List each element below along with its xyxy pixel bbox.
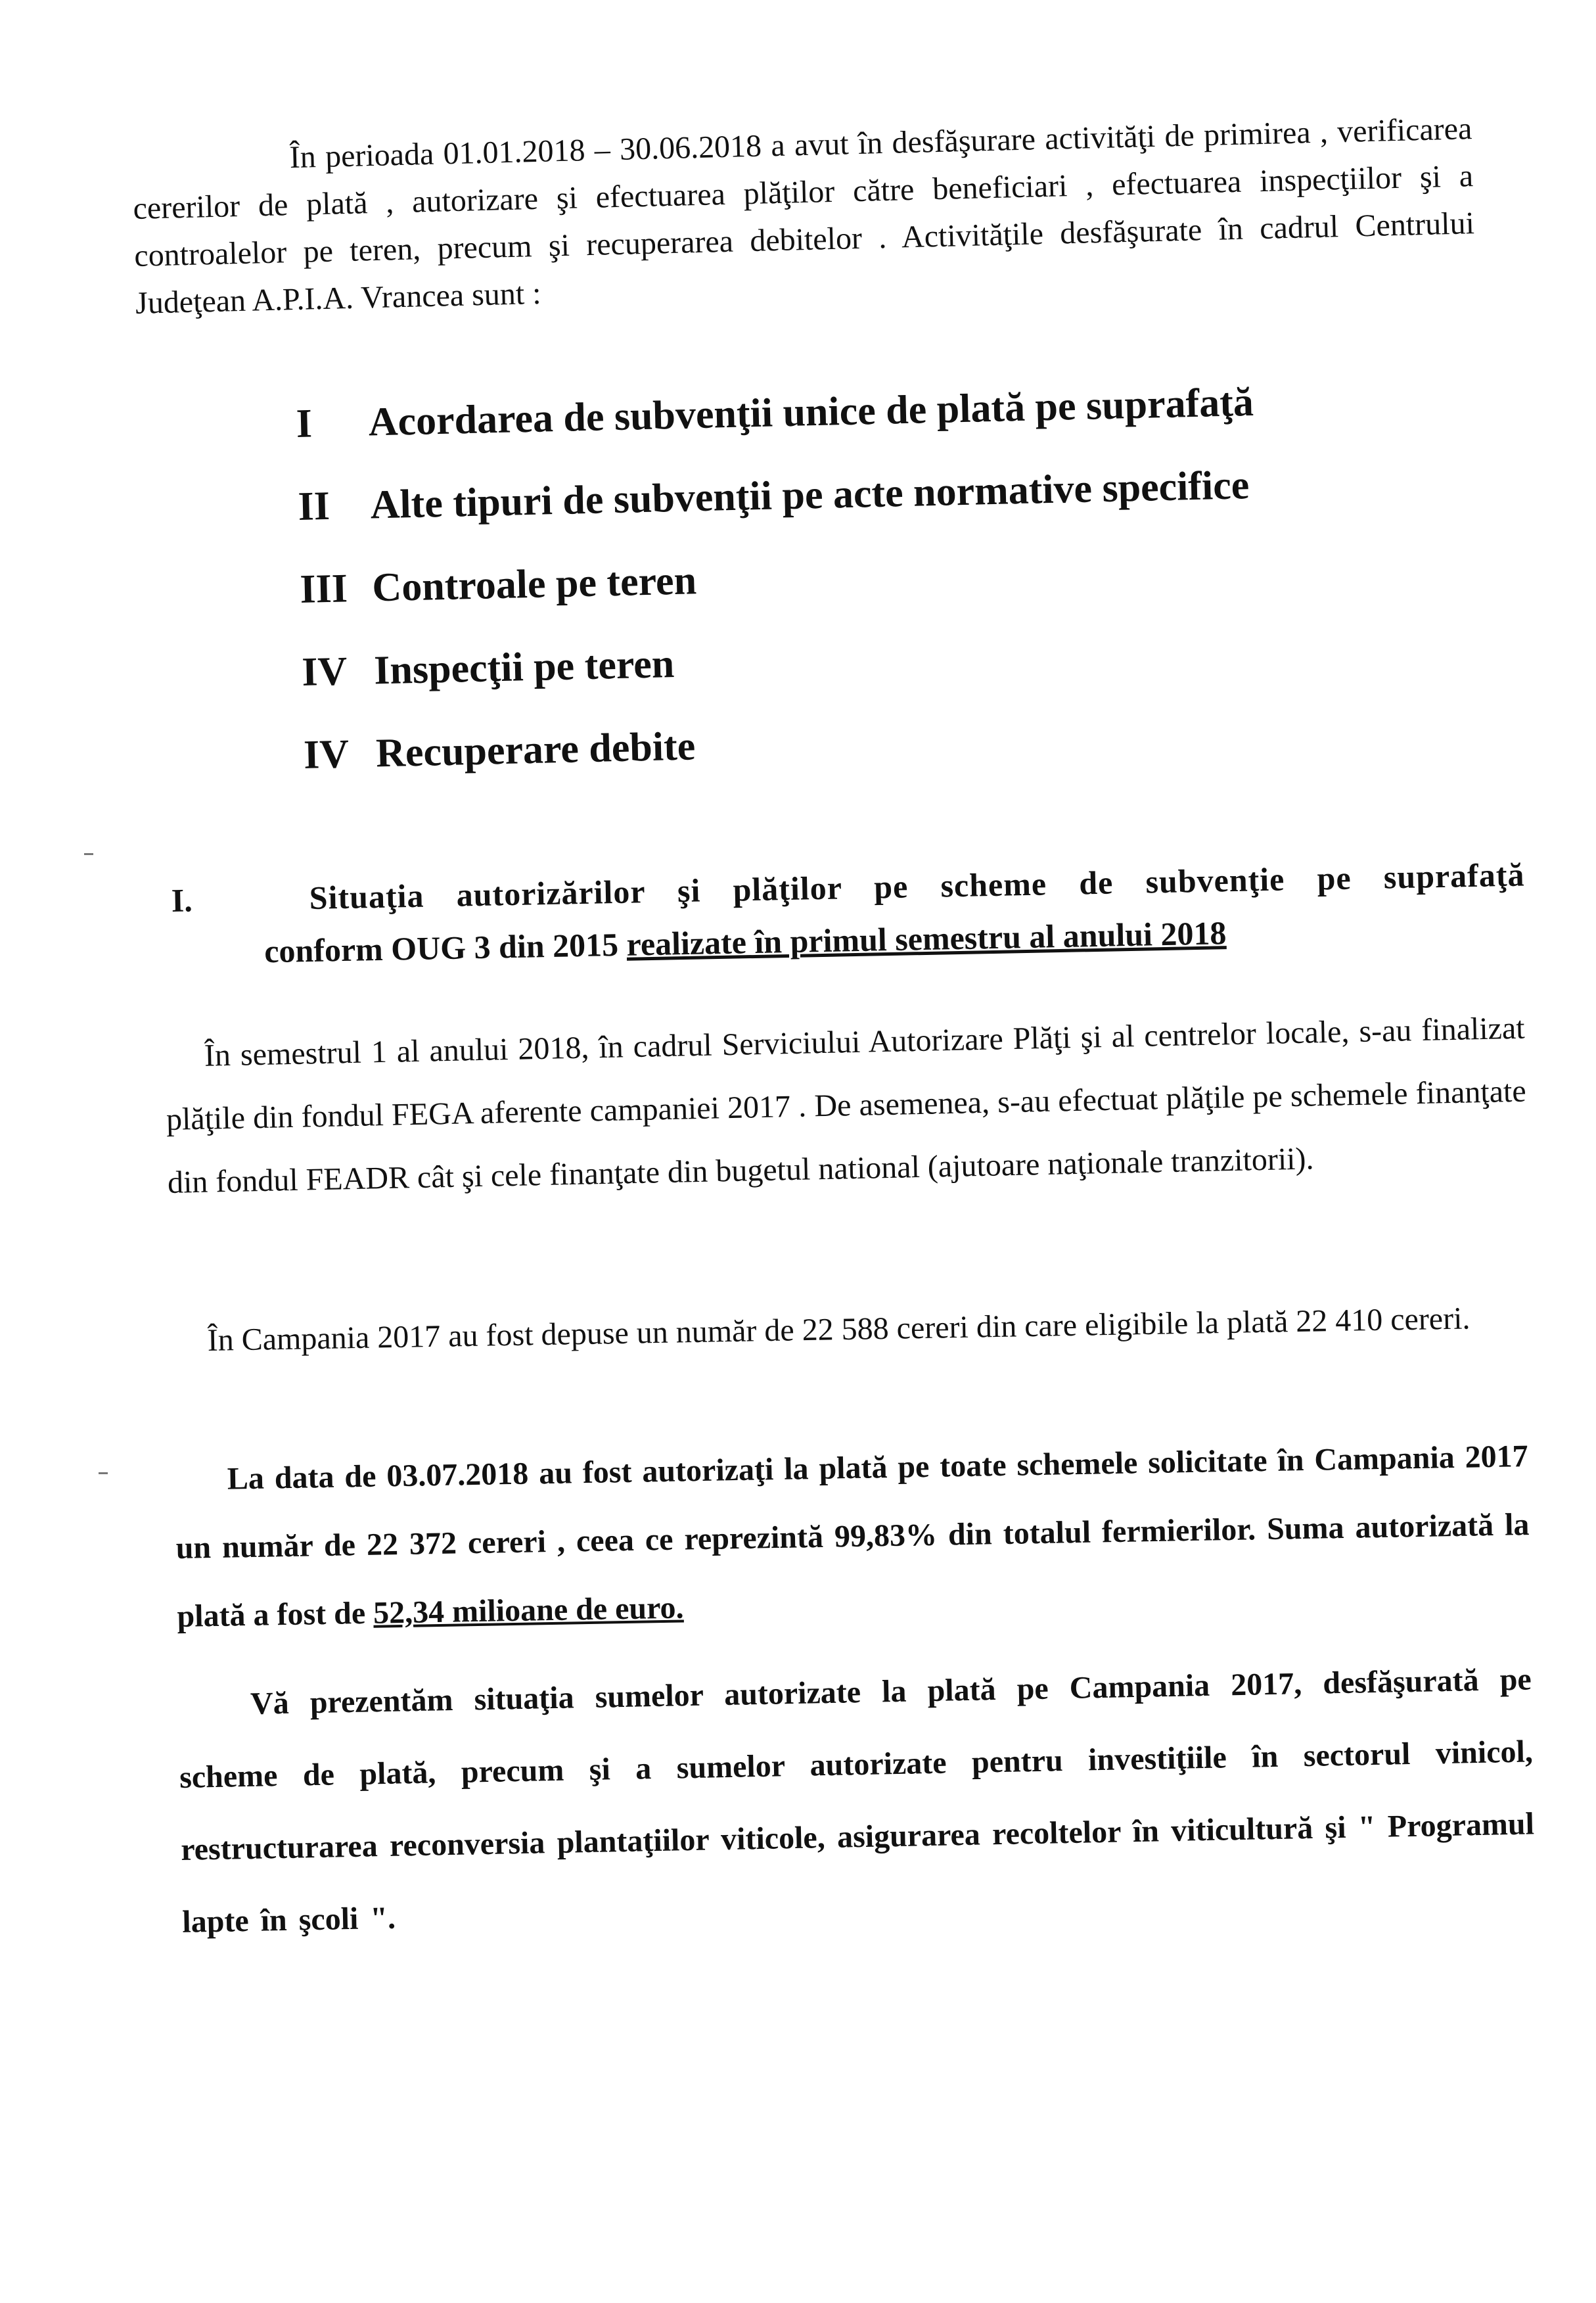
- scan-mark: [99, 1472, 108, 1474]
- section-heading: [171, 848, 1526, 979]
- intro-block: [131, 105, 1476, 327]
- paragraph-block: [177, 1643, 1536, 1958]
- intro-paragraph: În perioada 01.01.2018 – 30.06.2018 a avut în desfăşurare activităţi de primirea , verificarea cererilor de plată , autorizare şi efectuarea plăţilor către beneficiari , efectuarea inspecţiilor şi a controalelor pe teren, precum şi recuperarea debitelor . Activităţile desfăşurate în cadrul Centrului Judeţean A.P.I.A. Vrancea sunt :: [132, 111, 1475, 321]
- activity-label: Controale pe teren: [371, 558, 697, 611]
- activities-list: [296, 379, 1262, 815]
- section-title-underlined: realizate în primul semestru al anului 2018: [626, 914, 1227, 963]
- paragraph-block: [174, 1422, 1531, 1651]
- activity-number: I: [296, 401, 313, 446]
- body-paragraph: În semestrul 1 al anului 2018, în cadrul Serviciului Autorizare Plăţi şi al centrelor locale, s-au finalizat plăţile din fondul FEGA aferente campaniei 2017 . De asemenea, s-au efectuat plăţile pe schemele finanţate din fondul FEADR cât şi cele finanţate din bugetul national (ajutoare naţionale tranzitorii).: [166, 1010, 1527, 1200]
- authorization-text: La data de 03.07.2018 au fost autorizaţi la plată pe toate schemele solicitate în Campania 2017 un număr de 22 372 cereri , ceea ce reprezintă 99,83% din totalul fermierilor. Suma autorizată la plată a fost de: [175, 1439, 1530, 1634]
- section-title-line1: Situaţia autorizărilor şi plăţilor pe scheme de subvenţie pe suprafaţă: [309, 856, 1525, 916]
- activity-number: IV: [301, 649, 348, 695]
- authorized-amount: 52,34 milioane de euro.: [373, 1590, 684, 1631]
- paragraph-block: [164, 997, 1528, 1215]
- activity-number: III: [299, 566, 348, 612]
- scan-mark: [84, 853, 93, 855]
- bold-paragraph: Vă prezentăm situaţia sumelor autorizate la plată pe Campania 2017, desfăşurată pe scheme de plată, precum şi a sumelor autorizate pentru investiţiile în sectorul vinicol, restructurarea reconversia plantaţiilor viticole, asigurarea recoltelor în viticultură şi " Programul lapte în şcoli ".: [179, 1662, 1535, 1940]
- bold-paragraph: [174, 1422, 1531, 1651]
- section-number: I.: [171, 881, 193, 919]
- activity-number: II: [297, 483, 331, 529]
- body-paragraph: În Campania 2017 au fost depuse un număr de 22 588 cereri din care eligibile la plată 22 410 cereri.: [207, 1301, 1471, 1358]
- section-title-line2: conform OUG 3 din 2015: [263, 925, 627, 970]
- activity-label: Alte tipuri de subvenţii pe acte normative specifice: [369, 463, 1250, 528]
- activity-label: Recuperare debite: [375, 724, 696, 776]
- paragraph-block: [168, 1291, 1522, 1368]
- activity-label: Acordarea de subvenţii unice de plată pe suprafaţă: [367, 379, 1254, 445]
- activity-label: Inspecţii pe teren: [373, 641, 675, 693]
- activity-number: IV: [303, 732, 350, 778]
